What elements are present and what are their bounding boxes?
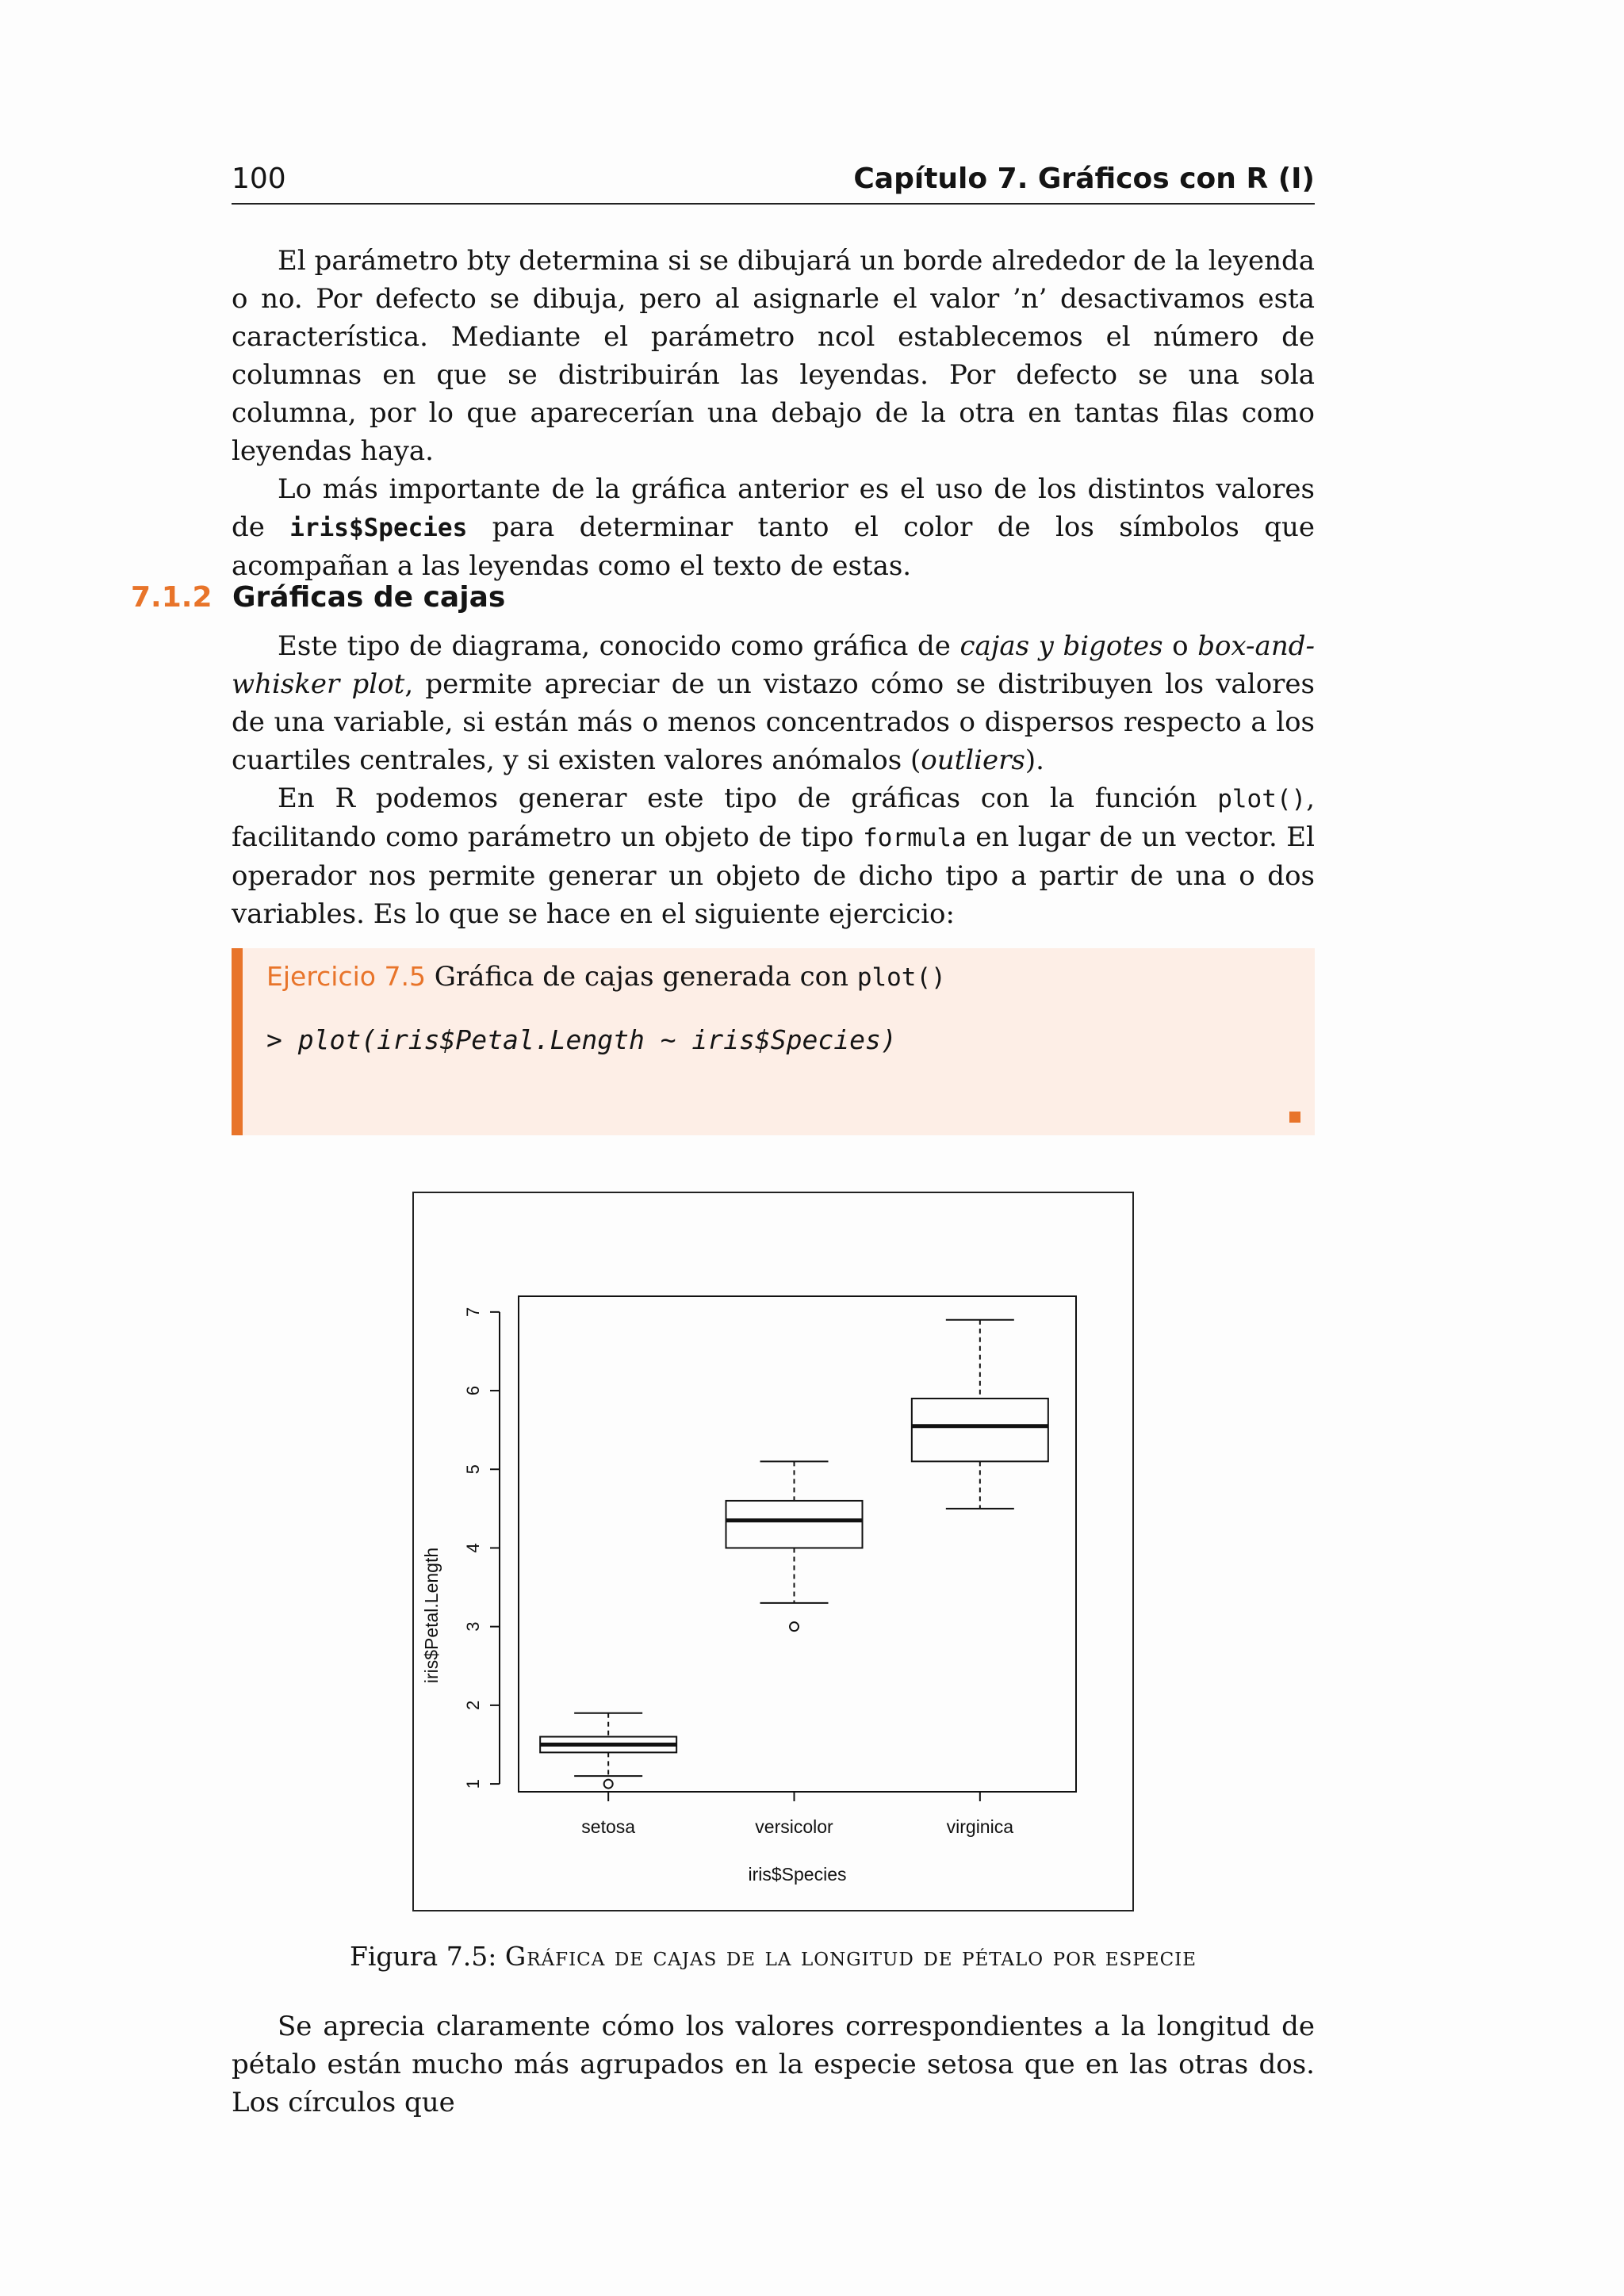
text-span: para determinar tanto el color de los símbolos que acompañan a las leyendas como el texto de estas. xyxy=(232,511,1315,582)
figure-boxplot xyxy=(412,1192,1134,1911)
y-tick-label: 6 xyxy=(463,1385,483,1396)
closing-text xyxy=(232,2007,1315,2122)
section-text xyxy=(232,627,1315,933)
x-axis-label: iris$Species xyxy=(748,1864,847,1885)
exercise-box xyxy=(232,948,1315,1135)
emphasis: box-and-whisker plot xyxy=(232,630,1315,700)
text-span: en lugar de un vector. El operador nos permite generar un objeto de dicho tipo a partir de una o dos variables. Es lo que se hace en el siguiente ejercicio: xyxy=(232,821,1315,930)
x-tick-label: setosa xyxy=(581,1816,636,1837)
emphasis: outliers xyxy=(921,744,1025,776)
y-axis-label: iris$Petal.Length xyxy=(421,1547,442,1684)
intro-text xyxy=(232,242,1315,585)
y-tick-label: 3 xyxy=(463,1621,483,1632)
figure-caption xyxy=(232,1941,1315,1972)
text-span: , facilitando como parámetro un objeto de tipo xyxy=(232,783,1315,853)
paragraph xyxy=(232,627,1315,779)
paragraph xyxy=(232,779,1315,933)
inline-code: formula xyxy=(863,824,967,852)
y-tick-label: 7 xyxy=(463,1307,483,1317)
box-versicolor xyxy=(726,1501,863,1548)
text-span: En R podemos generar este tipo de gráficas con la función xyxy=(278,783,1218,814)
inline-code: iris$Species xyxy=(289,514,468,542)
running-header xyxy=(232,163,1315,205)
paragraph: El parámetro bty determina si se dibujará un borde alrededor de la leyenda o no. Por defecto se dibuja, pero al asignarle el valor ’n’ desactivamos esta característica. Mediante el parámetro ncol establecemos el número de columnas en que se distribuirán las leyendas. Por defecto se una sola columna, por lo que aparecerían una debajo de la otra en tantas filas como leyendas haya. xyxy=(232,245,1315,467)
page-number: 100 xyxy=(232,163,286,195)
emphasis: cajas y bigotes xyxy=(959,630,1163,662)
exercise-title-text: Gráfica de cajas generada con xyxy=(434,961,857,993)
x-tick-label: versicolor xyxy=(755,1816,833,1837)
caption-title: Gráfica de cajas de la longitud de pétalo por especie xyxy=(504,1941,1197,1972)
x-tick-label: virginica xyxy=(946,1816,1014,1837)
y-tick-label: 5 xyxy=(463,1464,483,1475)
exercise-title xyxy=(266,958,946,997)
outlier-point xyxy=(604,1780,613,1789)
inline-code: plot() xyxy=(1217,785,1307,813)
text-span: Lo más importante de la gráfica anterior es el uso de los distintos valores de xyxy=(232,473,1315,543)
text-span: o xyxy=(1162,630,1198,662)
caption-prefix: Figura 7.5: xyxy=(349,1941,497,1972)
section-title: Gráficas de cajas xyxy=(232,581,506,614)
section-number: 7.1.2 xyxy=(131,581,213,614)
exercise-label: Ejercicio 7.5 xyxy=(266,961,426,992)
y-tick-label: 4 xyxy=(463,1543,483,1553)
paragraph xyxy=(232,470,1315,585)
text-span: , permite apreciar de un vistazo cómo se distribuyen los valores de una variable, si están más o menos concentrados o dispersos respecto a los cuartiles centrales, y si existen valores anómalos ( xyxy=(232,668,1315,776)
y-tick-label: 2 xyxy=(463,1700,483,1710)
end-of-exercise-marker xyxy=(1289,1112,1300,1123)
y-tick-label: 1 xyxy=(463,1778,483,1789)
chapter-title: Capítulo 7. Gráficos con R (I) xyxy=(853,163,1315,195)
box-virginica xyxy=(912,1399,1048,1461)
exercise-title-code: plot() xyxy=(856,963,946,992)
exercise-code: > plot(iris$Petal.Length ~ iris$Species) xyxy=(266,1024,897,1055)
text-span: ). xyxy=(1025,744,1044,776)
outlier-point xyxy=(790,1622,799,1631)
section-heading xyxy=(131,581,1320,614)
paragraph: Se aprecia claramente cómo los valores correspondientes a la longitud de pétalo están mucho más agrupados en la especie setosa que en las otras dos. Los círculos que xyxy=(232,2011,1315,2118)
text-span: Este tipo de diagrama, conocido como gráfica de xyxy=(278,630,960,662)
boxplot-chart xyxy=(414,1193,1132,1910)
